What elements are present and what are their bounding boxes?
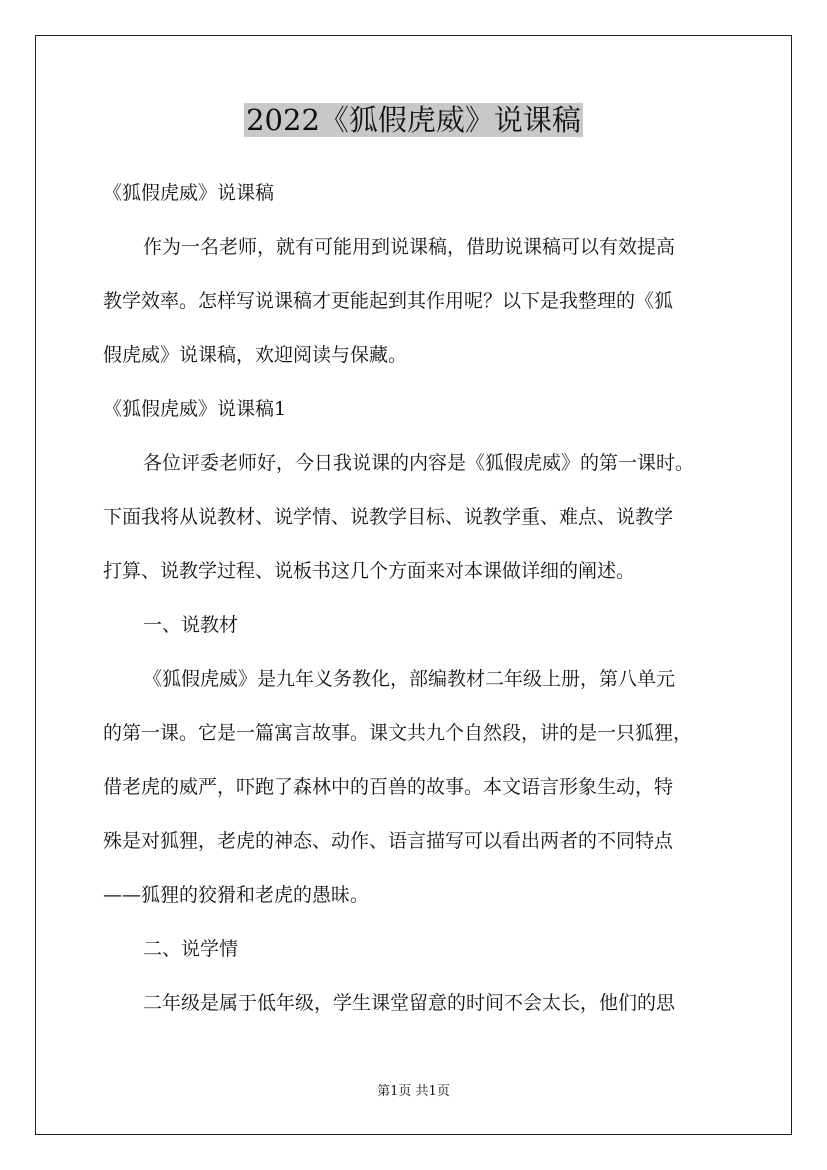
- material-line-4: 殊是对狐狸，老虎的神态、动作、语言描写可以看出两者的不同特点: [103, 830, 674, 852]
- subtitle: 《狐假虎威》说课稿: [103, 182, 275, 204]
- document-title: 2022《狐假虎威》说课稿: [246, 103, 581, 137]
- intro-line-3: 假虎威》说课稿，欢迎阅读与保藏。: [103, 344, 408, 366]
- intro-line-2: 教学效率。怎样写说课稿才更能起到其作用呢？以下是我整理的《狐: [103, 290, 674, 312]
- material-line-3: 借老虎的威严，吓跑了森林中的百兽的故事。本文语言形象生动，特: [103, 776, 674, 798]
- page-footer: 第1页 共1页: [377, 1084, 450, 1099]
- intro-line-1: 作为一名老师，就有可能用到说课稿，借助说课稿可以有效提高: [143, 236, 676, 258]
- material-line-5: ——狐狸的狡猾和老虎的愚昧。: [103, 884, 370, 906]
- material-line-2: 的第一课。它是一篇寓言故事。课文共九个自然段，讲的是一只狐狸，: [103, 722, 693, 744]
- opening-line-3: 打算、说教学过程、说板书这几个方面来对本课做详细的阐述。: [103, 560, 636, 582]
- document-title-wrap: [0, 98, 827, 142]
- material-line-1: 《狐假虎威》是九年义务教化，部编教材二年级上册，第八单元: [143, 668, 676, 690]
- heading-learners: 二、说学情: [143, 938, 239, 960]
- section-title: 《狐假虎威》说课稿1: [103, 398, 287, 420]
- opening-line-2: 下面我将从说教材、说学情、说教学目标、说教学重、难点、说教学: [103, 506, 674, 528]
- learner-line-1: 二年级是属于低年级，学生课堂留意的时间不会太长，他们的思: [143, 992, 676, 1014]
- opening-line-1: 各位评委老师好，今日我说课的内容是《狐假虎威》的第一课时。: [143, 452, 695, 474]
- heading-material: 一、说教材: [143, 614, 239, 636]
